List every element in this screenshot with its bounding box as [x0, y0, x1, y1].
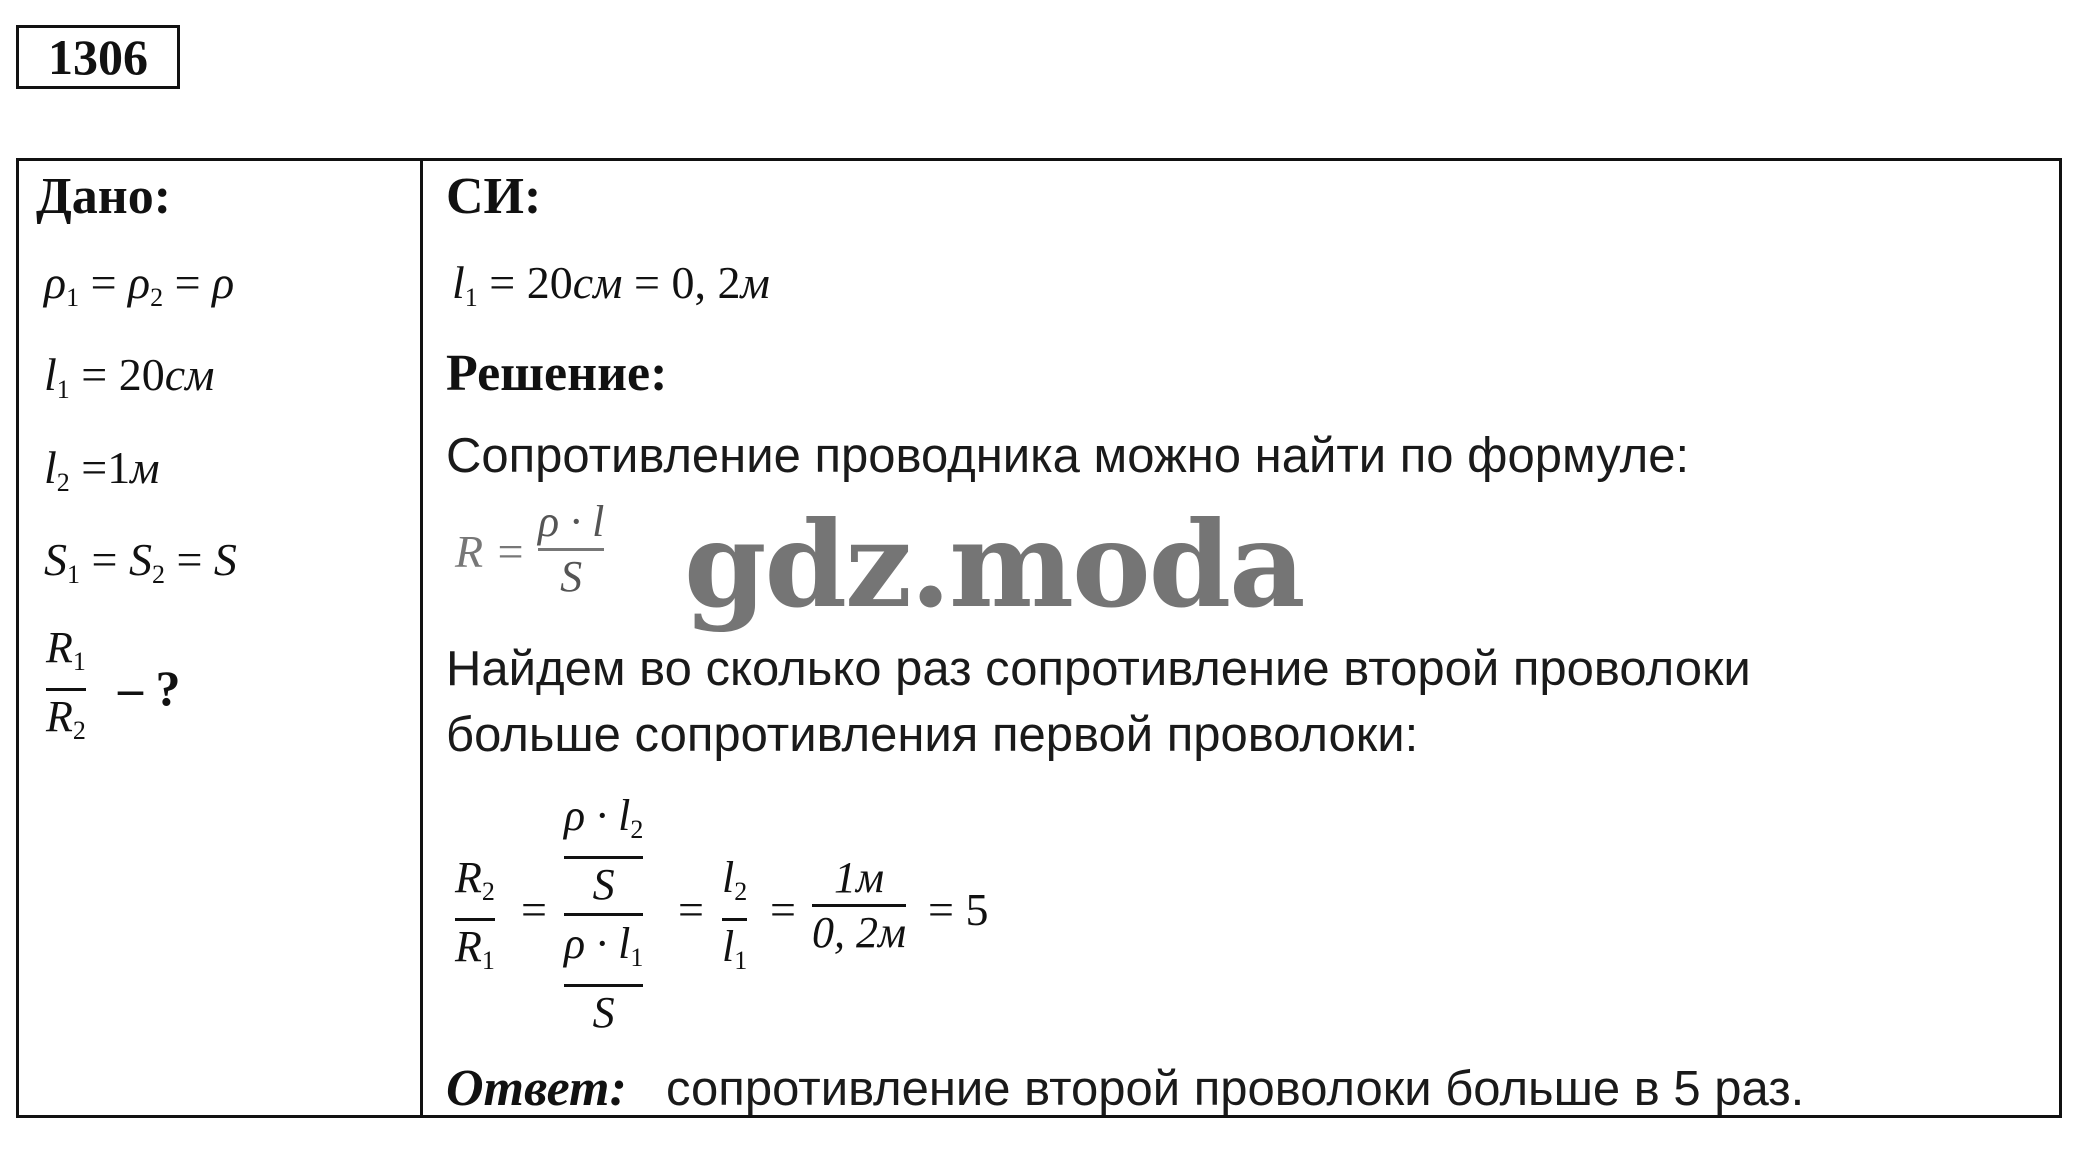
answer-label: Ответ: — [446, 1060, 627, 1117]
given-find-question: – ? — [118, 660, 181, 716]
complex-denominator: $\frac{\rho \cdot l_1}{S}$ — [564, 919, 644, 1037]
si-conversion: $l_1 = 20см = 0$, 2м — [452, 257, 770, 312]
answer-text: сопротивление второй проволоки больше в 5 раз. — [666, 1062, 1805, 1116]
given-heading: Дано: — [36, 168, 172, 225]
given-rho: $\rho_1 = \rho_2 = \rho$ — [44, 257, 235, 312]
solution-heading: Решение: — [446, 345, 668, 402]
formula-fraction: ρ · l S — [538, 497, 605, 601]
column-divider — [420, 158, 423, 1118]
solution-text-3: больше сопротивления первой проволоки: — [446, 708, 1419, 762]
problem-number: 1306 — [16, 25, 180, 89]
formula-lhs: R = — [455, 526, 526, 577]
given-s: $S_1 = S_2 = S$ — [44, 534, 237, 589]
equals-sign-2: = — [678, 884, 704, 935]
given-find-fraction: $R_1$ $R_2$ — [46, 623, 86, 745]
given-l2: $l_2 =1м$ — [44, 442, 160, 497]
equals-sign-3: = — [770, 884, 796, 935]
result: = 5 — [928, 884, 989, 935]
solution-text-1: Сопротивление проводника можно найти по формуле: — [446, 429, 1690, 483]
solution-text-2: Найдем во сколько раз сопротивление второй проволоки — [446, 642, 1751, 696]
watermark: gdz.moda — [684, 495, 1304, 634]
ratio-l2-l1: $l_2$ $l_1$ — [722, 853, 748, 975]
equals-sign-1: = — [521, 884, 547, 935]
complex-numerator: $\frac{\rho \cdot l_2}{S}$ — [564, 791, 644, 909]
si-heading: СИ: — [446, 168, 542, 225]
given-l1: $l_1 = 20см$ — [44, 349, 215, 404]
ratio-values: 1м 0, 2м — [812, 853, 907, 957]
ratio-r2-r1: $R_2$ $R_1$ — [455, 853, 495, 975]
ratio-complex — [564, 790, 643, 1039]
